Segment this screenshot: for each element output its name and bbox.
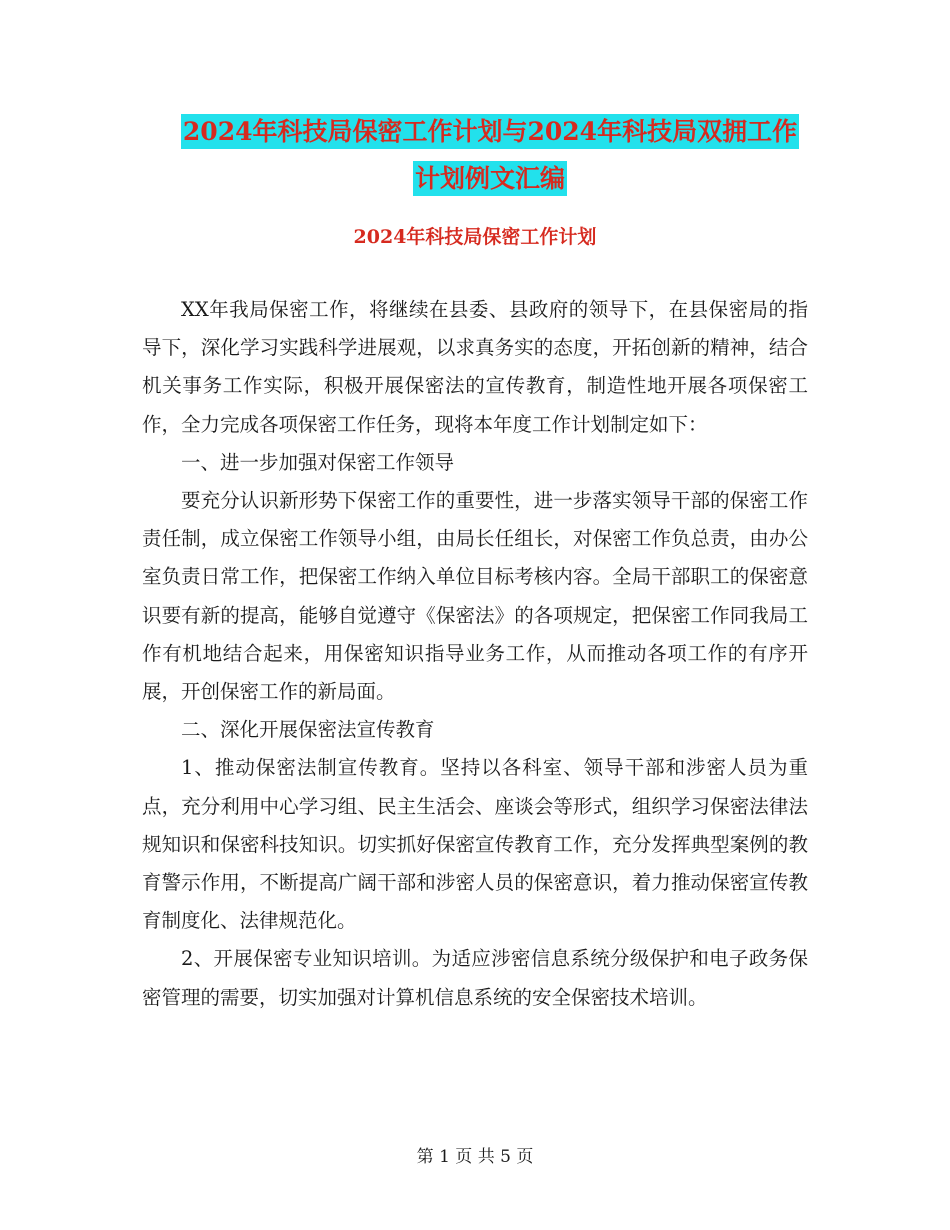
section-title: 2024年科技局保密工作计划: [353, 226, 597, 248]
title-line-1: 2024年科技局保密工作计划与2024年科技局双拥工作: [181, 114, 799, 149]
paragraph-education-2: 2、开展保密专业知识培训。为适应涉密信息系统分级保护和电子政务保密管理的需要，切实加强对计算机信息系统的安全保密技术培训。: [142, 947, 808, 1009]
heading-education: 二、深化开展保密法宣传教育: [181, 718, 435, 742]
paragraph-education-1: 1、推动保密法制宣传教育。坚持以各科室、领导干部和涉密人员为重点，充分利用中心学习组、民主生活会、座谈会等形式，组织学习保密法律法规知识和保密科技知识。切实抓好保密宣传教育工作，充分发挥典型案例的教育警示作用，不断提高广阔干部和涉密人员的保密意识，着力推动保密宣传教育制度化、法律规范化。: [142, 756, 808, 933]
document-title: [140, 108, 840, 202]
paragraph-intro: XX年我局保密工作，将继续在县委、县政府的领导下，在县保密局的指导下，深化学习实践科学进展观，以求真务实的态度，开拓创新的精神，结合机关事务工作实际，积极开展保密法的宣传教育，制造性地开展各项保密工作，全力完成各项保密工作任务，现将本年度工作计划制定如下：: [142, 298, 808, 436]
paragraph-leadership: 要充分认识新形势下保密工作的重要性，进一步落实领导干部的保密工作责任制，成立保密工作领导小组，由局长任组长，对保密工作负总责，由办公室负责日常工作，把保密工作纳入单位目标考核内容。全局干部职工的保密意识要有新的提高，能够自觉遵守《保密法》的各项规定，把保密工作同我局工作有机地结合起来，用保密知识指导业务工作，从而推动各项工作的有序开展，开创保密工作的新局面。: [142, 489, 808, 704]
page-footer: 第 1 页 共 5 页: [416, 1147, 534, 1167]
title-line-2: 计划例文汇编: [413, 161, 567, 196]
heading-leadership: 一、进一步加强对保密工作领导: [181, 450, 455, 474]
document-body: [142, 291, 808, 1017]
